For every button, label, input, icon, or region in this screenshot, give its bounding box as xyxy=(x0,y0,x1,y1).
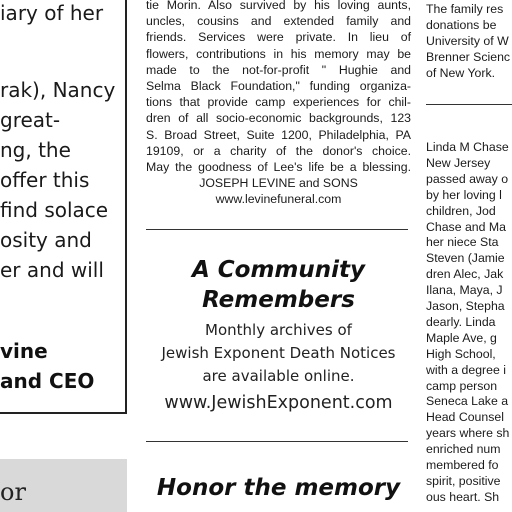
obituary-line: flowers, contributions in his memory may be xyxy=(146,46,411,61)
obituary-line: dren of all socio-economic backgrounds, 123 xyxy=(146,111,411,126)
ad-title-line2: Remembers xyxy=(202,287,355,313)
right-text-line: donations be xyxy=(426,18,497,32)
right-obituary-line: Jason, Stepha xyxy=(426,299,505,313)
ad-subtitle-line2: Jewish Exponent Death Notices xyxy=(161,344,396,362)
right-text-line: University of W xyxy=(426,34,509,48)
right-obituary-line: by her loving l xyxy=(426,187,502,202)
obituary-line: made to the not-for-profit " Hughie and xyxy=(146,62,411,77)
left-text-line: iary of her xyxy=(0,1,104,25)
gray-panel-text: or xyxy=(0,478,26,506)
right-obituary-line: years where sh xyxy=(426,426,510,441)
right-obituary-line: children, Jod xyxy=(426,203,496,218)
obituary-line: friends. Services were private. In lieu of xyxy=(146,30,411,45)
right-obituary-line: spirit, positive xyxy=(426,473,501,488)
right-obituary-line: Steven (Jamie xyxy=(426,251,505,266)
right-obituary-line: Ilana, Maya, J xyxy=(426,283,503,298)
right-obituary-line: passed away o xyxy=(426,171,509,186)
right-obituary-line: Head Counsel xyxy=(426,410,504,425)
obituary-line: uncles, cousins and extended family and xyxy=(146,14,411,29)
left-text-line: ng, the xyxy=(0,138,71,162)
signature-name: vine xyxy=(0,339,48,363)
right-text-line: Brenner Scienc xyxy=(426,50,511,64)
obituary-text xyxy=(146,0,411,208)
ad-website-link[interactable]: www.JewishExponent.com xyxy=(164,393,393,413)
right-obituary-line: ous heart. Sh xyxy=(426,489,500,504)
right-obituary-line: membered fo xyxy=(426,458,499,472)
obituary-line: tie Morin. Also survived by his loving aunts, xyxy=(146,0,411,12)
right-obituary-line: High School, xyxy=(426,346,496,361)
obituary-line: Selma Black Foundation," funding organiza- xyxy=(146,79,411,94)
right-obituary-line: enriched num xyxy=(426,442,501,457)
right-obituary-line: dearly. Linda xyxy=(426,314,496,329)
right-obituary-line: New Jersey xyxy=(426,155,491,170)
ad-title-line1: A Community xyxy=(191,257,366,283)
right-column xyxy=(426,0,512,512)
left-text-line: offer this xyxy=(0,168,90,192)
right-obituary-line: dren Alec, Jak xyxy=(426,267,504,282)
right-obituary-line: Chase and Ma xyxy=(426,219,506,234)
section-divider xyxy=(146,441,408,442)
ad-subtitle-line3: are available online. xyxy=(202,367,355,385)
obituary-line: S. Broad Street, Suite 1200, Philadelphia, PA xyxy=(146,127,411,142)
signature-title: and CEO xyxy=(0,369,95,393)
right-obituary-line: Seneca Lake a xyxy=(426,394,509,409)
right-text-line: The family res xyxy=(426,2,504,16)
right-obituary-line: her niece Sta xyxy=(426,235,499,250)
obituary-line: 19109, or a charity of the donor's choice. xyxy=(146,143,411,158)
right-obituary-line: Maple Ave, g xyxy=(426,330,497,345)
ad-subtitle-line1: Monthly archives of xyxy=(205,321,352,339)
ad2-title: Honor the memory xyxy=(156,475,401,501)
right-obituary-line: camp person xyxy=(426,378,498,393)
left-text-line: find solace xyxy=(0,198,109,222)
left-text-line: rak), Nancy xyxy=(0,78,116,102)
left-text-line: great- xyxy=(0,108,61,132)
left-text-line: er and will xyxy=(0,258,104,282)
funeral-home-name: JOSEPH LEVINE and SONS xyxy=(199,176,358,191)
right-obituary-line: with a degree i xyxy=(426,362,506,377)
right-text-line: of New York. xyxy=(426,66,496,80)
funeral-home-url: www.levinefuneral.com xyxy=(215,192,342,207)
right-obituary-line: Linda M Chase xyxy=(426,140,509,154)
obituary-line: tions that provide camp experiences for chil- xyxy=(146,95,411,110)
section-divider xyxy=(146,229,408,230)
obituary-line: May the goodness of Lee's life be a blessing. xyxy=(146,160,411,175)
right-divider xyxy=(426,104,512,105)
left-column xyxy=(0,0,127,414)
left-text-line: osity and xyxy=(0,228,92,252)
